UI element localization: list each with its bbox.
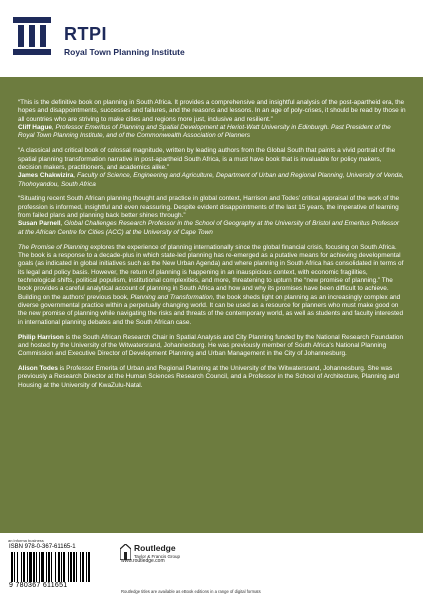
blurb-quote: “This is the definitive book on planning in South Africa. It provides a comprehensive and insightful analysis of the post-apartheid era, the hopes and disappointments, successes and failures, and the reasons and lessons. In an age of poly-crises, it should be read by those in all countries who are striving to make cities and regions more just, inclusive and resilient.”: [18, 99, 406, 123]
author-name: Philip Harrison: [18, 333, 64, 341]
isbn-text: ISBN 978-0-367-61165-1: [9, 544, 76, 550]
header-band: [0, 0, 423, 77]
barcode-digits: 9 780367 611651: [9, 582, 68, 589]
blurb: [18, 147, 406, 189]
blurb-quote: “Situating recent South African planning thought and practice in global context, Harrison and Todes’ critical appraisal of the work of the profession is informed, insightful and even reassuring. Despite evident disappointments of the last 15 years, the imperative of learning from failed plans and planning back better shines through.”: [18, 195, 400, 220]
author-bio: [18, 334, 406, 359]
publisher-group: Taylor & Francis Group: [134, 554, 181, 559]
logo-subtitle: Royal Town Planning Institute: [64, 47, 185, 57]
blurb-title: , Faculty of Science, Engineering and Agriculture, Department of Urban and Regional Planning, University of Venda, Thohoyandou, South Africa: [18, 172, 404, 188]
publisher-url[interactable]: www.routledge.com: [121, 558, 165, 564]
blurb-attribution: [18, 220, 399, 235]
informa-label: an informa business: [8, 538, 44, 543]
book-title: The Promise of Planning: [18, 243, 89, 251]
author-text: is Professor Emerita of Urban and Regional Planning at the University of the Witwatersrand, Johannesburg. She was previously a Research Director at the Human Sciences Research Council, and a Professor in the School of Architecture, Planning and Housing at the University of KwaZulu-Natal.: [18, 365, 400, 389]
author-name: Alison Todes: [18, 365, 58, 373]
author-bio: [18, 365, 406, 390]
blurb-title: , Global Challenges Research Professor in the School of Geography at the University of Bristol and Emeritus Professor at the African Centre for Cities (ACC) at the University of Cape Town: [18, 220, 400, 236]
ebook-note: Routledge titles are available as eBook editions in a range of digital formats: [121, 589, 261, 594]
blurb-title: , Professor Emeritus of Planning and Spatial Development at Heriot-Watt University in Edinburgh. Past President of the Royal Town Planning Institute, and of the Commonwealth Association of Planners: [18, 124, 391, 140]
blurb: [18, 99, 406, 141]
blurb-quote: “A classical and critical book of colossal magnitude, written by leading authors from the Global South that paints a vivid portrait of the spatial planning transformation narrative in post-apartheid South Africa, is a must have book that is invaluable for policy makers, decision makers, practitioners, and academics alike.”: [18, 147, 396, 171]
blurb-name: Susan Parnell: [18, 220, 61, 228]
isbn-block: [9, 544, 111, 596]
rtpi-emblem-icon: [10, 14, 54, 60]
previous-book-title: Planning and Transformation: [130, 293, 213, 301]
rtpi-logo: [10, 14, 310, 64]
description-text-a: explores the experience of planning internationally since the global financial crisis, focusing on South Africa. The book is a response to a decade-plus in which state-led planning has re-emerged as a putative means for achieving developmental goals (as indicated in global initiatives such as the New Urban Agenda) and where planning in South Africa has consolidated in terms of its legal and policy basis. However, the return of planning is happening in an inauspicious context, with economic fragilities, technological shifts, political populism, institutional complexities, and more, threatening to upturn the “new promise of planning.” The book provides a careful analytical account of planning in South Africa and how and why its promises have been difficult to achieve. Building on the authors’ previous book,: [18, 243, 404, 301]
cover-text: [18, 99, 406, 397]
description-text-b: , the book sheds light on planning as an increasingly complex and diverse governmental practice within a perpetually changing world. It can be used as a resource for planners who must make good on the new promise of planning while navigating the risks and threats of the contemporary world, as well as students and faculty interested in international planning debates and the South African case.: [18, 293, 404, 326]
blurb-attribution: [18, 172, 404, 187]
book-description: [18, 244, 406, 327]
barcode-icon: [9, 552, 109, 582]
footer-band: [0, 533, 423, 600]
logo-name: RTPI: [64, 24, 108, 44]
blurb-attribution: [18, 124, 391, 139]
publisher-name: Routledge: [134, 543, 176, 553]
blurb: [18, 195, 406, 237]
blurb-name: James Chakwizira: [18, 172, 74, 180]
author-text: is the South African Research Chair in Spatial Analysis and City Planning funded by the National Research Foundation and hosted by the University of the Witwatersrand, Johannesburg. He was previously member of South Africa’s National Planning Commission and Executive Director of Development Planning and Urban Management in the City of Johannesburg.: [18, 333, 404, 358]
blurb-name: Cliff Hague: [18, 124, 52, 132]
